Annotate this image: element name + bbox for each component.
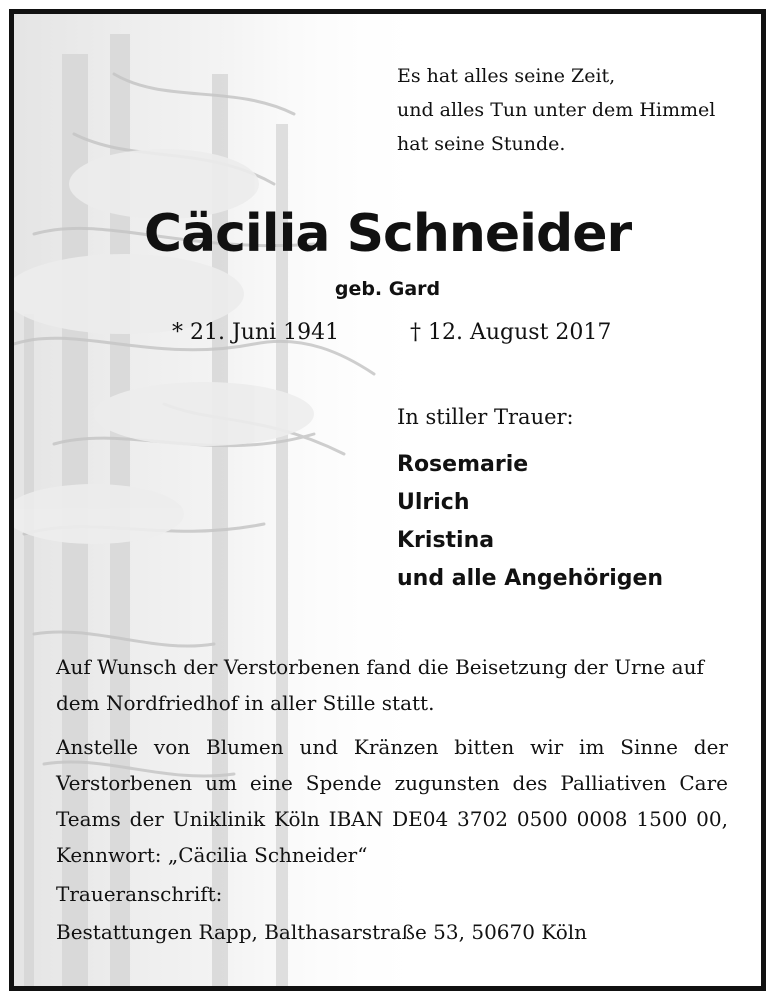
maiden-name: geb. Gard [334,278,441,300]
mourner-name: Ulrich [397,490,470,515]
motto-verse [397,59,715,161]
obituary-card [9,9,766,991]
burial-notice: Auf Wunsch der Verstorbenen fand die Beisetzung der Urne auf dem Nordfriedhof in aller Stille statt. [56,655,704,715]
birth-date: * 21. Juni 1941 [172,320,340,345]
mourners-list [397,446,663,598]
mourner-name: Kristina [397,528,495,553]
death-date: † 12. August 2017 [410,320,612,345]
motto-line-1: Es hat alles seine Zeit, [397,65,616,87]
mourner-name: Rosemarie [397,452,529,477]
address-label: Traueranschrift: [56,882,223,906]
funeral-home-address: Bestattungen Rapp, Balthasarstraße 53, 50670 Köln [56,920,588,944]
deceased-name: Cäcilia Schneider [143,204,632,264]
mourner-name: und alle Angehörigen [397,566,664,591]
motto-line-3: hat seine Stunde. [397,133,566,155]
motto-line-2: und alles Tun unter dem Himmel [397,99,716,121]
mourning-label: In stiller Trauer: [397,405,574,429]
donation-notice: Anstelle von Blumen und Kränzen bitten wir im Sinne der Verstorbenen um eine Spende zugunsten des Palliativen Care Teams der Uniklinik Köln IBAN DE04 3702 0500 0008 1500 00, Kennwort: „Cäcilia Schneider“ [56,735,728,867]
